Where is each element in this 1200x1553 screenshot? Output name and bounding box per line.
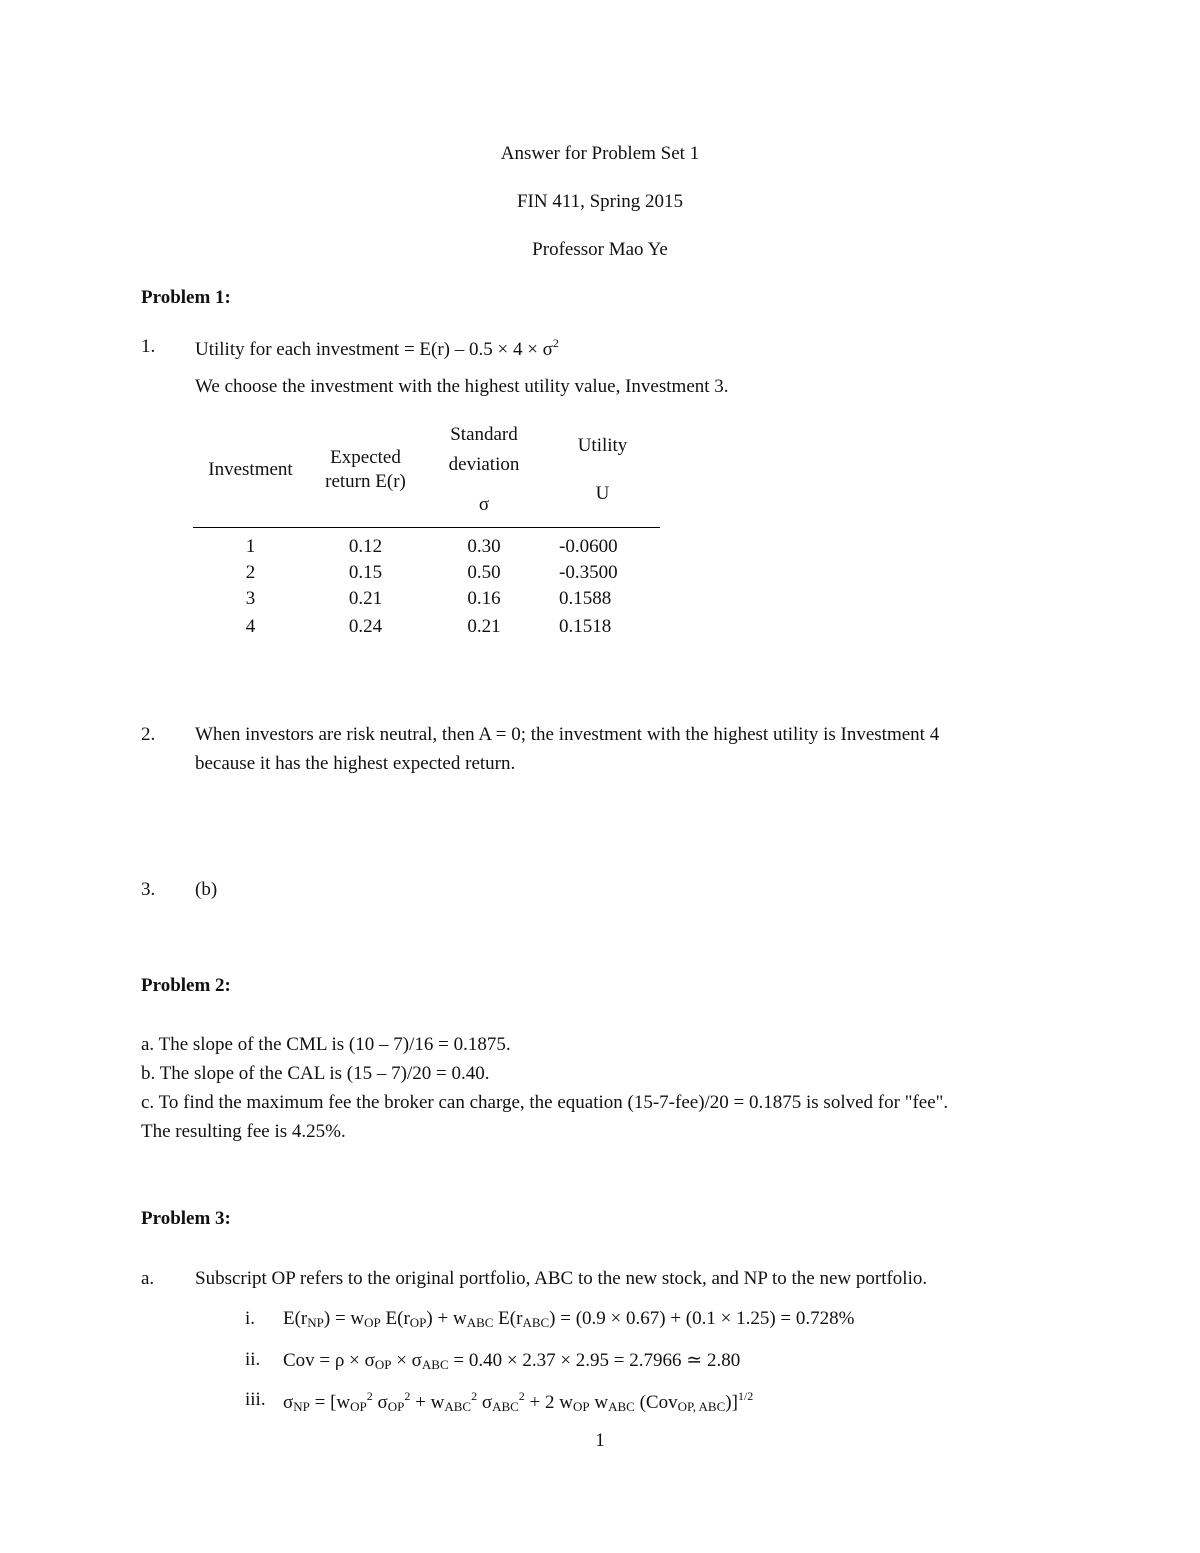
item2-line2: because it has the highest expected return. <box>195 753 516 774</box>
table-row: 3 0.21 0.16 0.1588 <box>245 588 612 609</box>
utility-formula <box>195 336 559 361</box>
table-row: 2 0.15 0.50 -0.3500 <box>245 562 618 583</box>
problem3-iii-label: iii. <box>245 1389 266 1410</box>
professor-line: Professor Mao Ye <box>532 239 668 260</box>
investment-choice-text: We choose the investment with the highest utility value, Investment 3. <box>195 376 729 397</box>
problem3-a-text: Subscript OP refers to the original portfolio, ABC to the new stock, and NP to the new portfolio. <box>195 1268 928 1289</box>
item1-number: 1. <box>141 336 156 357</box>
problem3-i-label: i. <box>245 1308 256 1329</box>
problem2-part-c-line2: The resulting fee is 4.25%. <box>141 1121 346 1142</box>
problem2-part-a: a. The slope of the CML is (10 – 7)/16 = 0.1875. <box>141 1034 511 1055</box>
problem2-part-c-line1: c. To find the maximum fee the broker can charge, the equation (15-7-fee)/20 = 0.1875 is solved for "fee". <box>141 1092 949 1113</box>
investment-table <box>193 412 660 641</box>
expected-return-equation: $E(r_{NP}) = w_{OP}$ $E(r_{OP}) + w_{ABC}$ $E(r_{ABC}) = (0.9 \times 0.67) + (0.1 \times 1.25) = 0.728\%$ <box>283 1308 855 1330</box>
table-row: 1 0.12 0.30 -0.0600 <box>245 536 618 557</box>
problem2-part-b: b. The slope of the CAL is (15 – 7)/20 = 0.40. <box>141 1063 490 1084</box>
utility-formula-exponent: 2 <box>552 336 559 350</box>
utility-formula-text: Utility for each investment = E(r) – 0.5 × 4 × σ <box>195 339 553 360</box>
header-standard-deviation: Standard deviation σ <box>448 423 520 515</box>
item2-line1: When investors are risk neutral, then A = 0; the investment with the highest utility is Investment 4 <box>195 724 940 745</box>
item2-number: 2. <box>141 724 156 745</box>
problem3-ii-label: ii. <box>245 1349 261 1370</box>
header-utility: Utility U <box>577 434 628 504</box>
item3-answer: (b) <box>195 879 218 900</box>
std-deviation-equation: $\sigma_{NP} = [w_{OP}^2$ $\sigma_{OP}^2 + w_{ABC}^2$ $\sigma_{ABC}^2 + 2$ $w_{OP}$ $w_{ABC}$ (Cov$_{OP, ABC}$)]$^{1/2}$ <box>283 1389 754 1414</box>
course-line: FIN 411, Spring 2015 <box>516 191 684 212</box>
document-title: Answer for Problem Set 1 <box>500 143 700 164</box>
table-row: 4 0.24 0.21 0.1518 <box>245 615 612 637</box>
problem3-heading: Problem 3: <box>141 1208 231 1229</box>
covariance-equation: Cov = $\rho \times \sigma_{OP} \times \sigma_{ABC} = 0.40 \times 2.37 \times 2.95 = 2.7966$ ≃ 2.80 <box>283 1350 741 1372</box>
problem1-heading: Problem 1: <box>141 287 231 308</box>
problem2-heading: Problem 2: <box>141 975 231 996</box>
page-number: 1 <box>595 1430 605 1451</box>
table-header-row <box>193 412 660 528</box>
problem3-a-label: a. <box>141 1268 155 1289</box>
header-investment: Investment <box>208 458 293 480</box>
header-expected-return: Expected return E(r) <box>325 446 406 492</box>
item3-number: 3. <box>141 879 156 900</box>
